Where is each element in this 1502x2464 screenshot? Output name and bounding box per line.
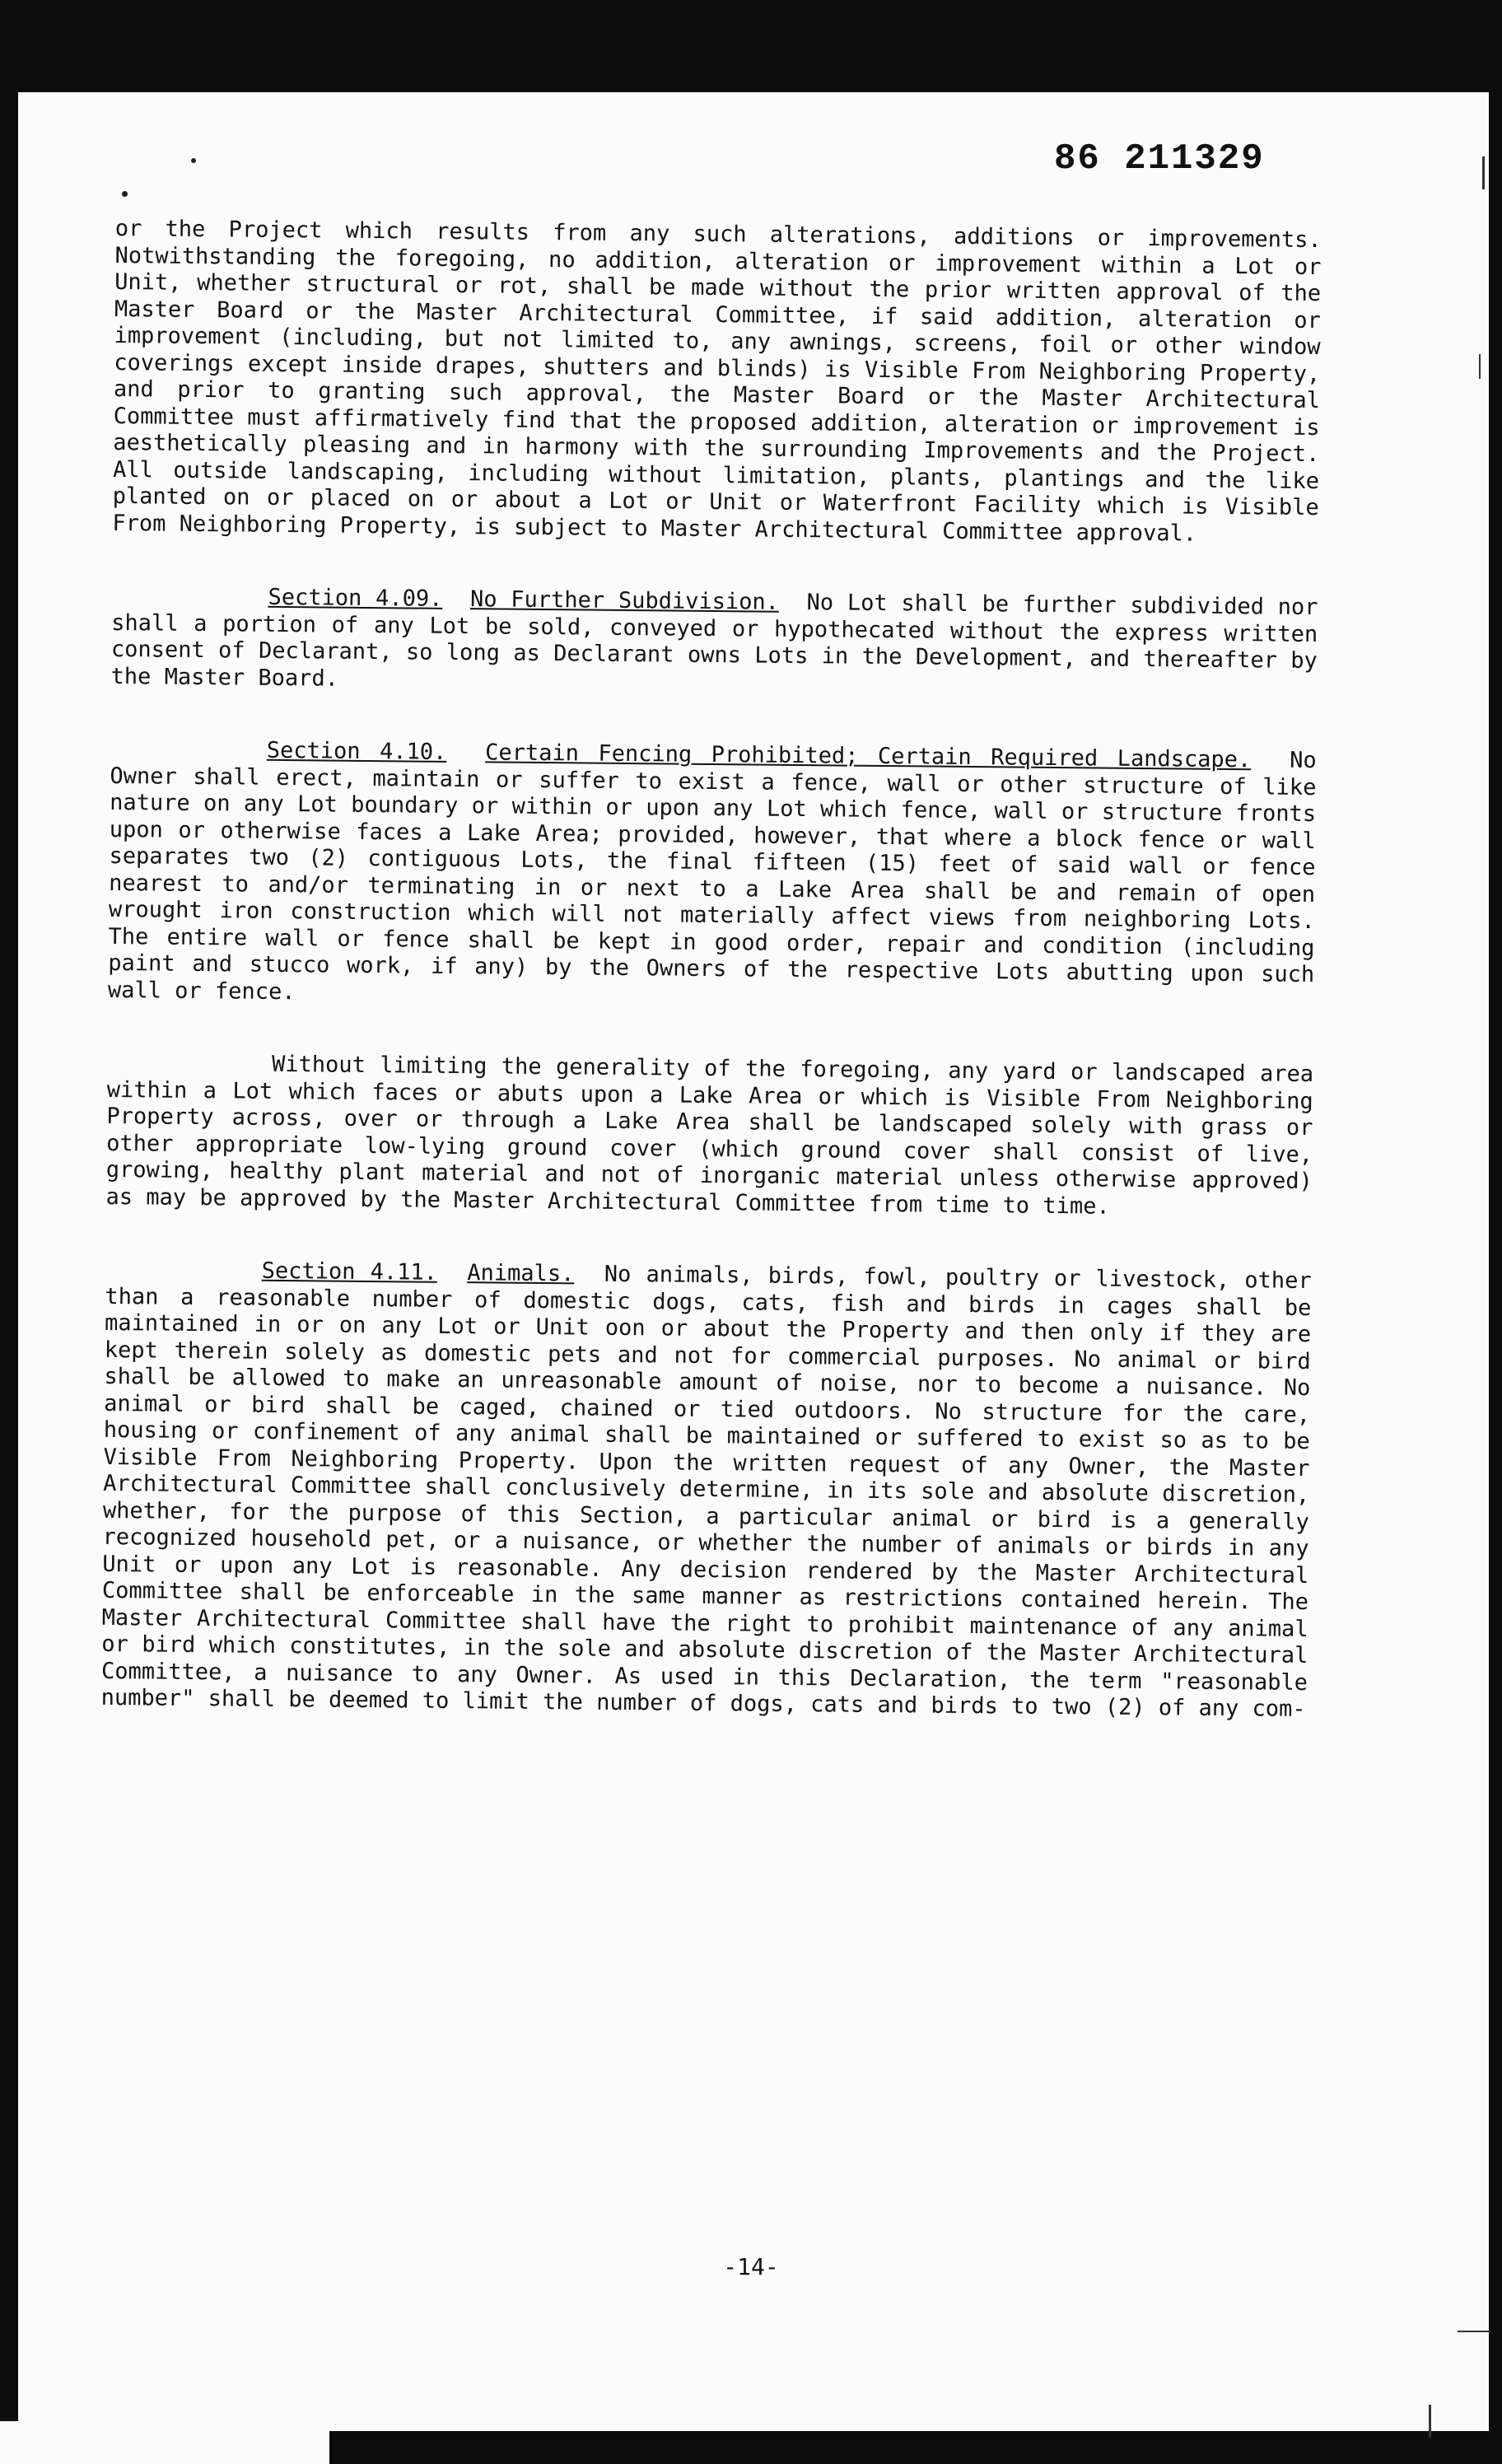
section-title: Certain Fencing Prohibited; Certain Required Landscape. [485, 740, 1252, 773]
section-4-11 [101, 1257, 1312, 1724]
scan-edge-mark [1458, 2331, 1490, 2332]
section-4-10 [108, 736, 1317, 1015]
section-heading: Section 4.09. [268, 584, 443, 612]
scan-edge-mark [1479, 354, 1481, 379]
section-body: No Owner shall erect, maintain or suffer to exist a fence, wall or other structure of like nature on any Lot boundary or within or upon any Lot which fence, wall or structure fronts upon or otherwise faces a Lake Area; provided, however, that where a block fence or wall separates two (2) contiguous Lots, the final fifteen (15) feet of said wall or fence nearest to and/or terminating in or next to a Lake Area shall be and remain of open wrought iron construction which will not materially affect views from neighboring Lots. The entire wall or fence shall be kept in good order, repair and condition (including paint and stucco work, if any) by the Owners of the respective Lots abutting upon such wall or fence. [107, 747, 1317, 1005]
paragraph-landscaping: Without limiting the generality of the foregoing, any yard or landscaped area within a Lot which faces or abuts upon a Lake Area or which is Visible From Neighboring Property across, over or through a Lake Area shall be landscaped solely with grass or other appropriate low-lying ground cover (which ground cover shall consist of live, growing, healthy plant material and not of inorganic material unless otherwise approved) as may be approved by the Master Architectural Committee from time to time. [105, 1051, 1314, 1220]
section-body: No animals, birds, fowl, poultry or livestock, other than a reasonable number of domestic dogs, cats, fish and birds in cages shall be maintained in or on any Lot or Unit oon or about the Property and then only if they are kept therein solely as domestic pets and not for commercial purposes. No animal or bird shall be allowed to make an unreasonable amount of noise, nor to become a nuisance. No animal or bird shall be caged, chained or tied outdoors. No structure for the care, housing or confinement of any animal shall be maintained or suffered to exist so as to be Visible From Neighboring Property. Upon the written request of any Owner, the Master Architectural Committee shall conclusively determine, in its sole and absolute discretion, whether, for the purpose of this Section, a particular animal or bird is a generally recognized household pet, or a nuisance, or whether the number of animals or birds in any Unit or upon any Lot is reasonable. Any decision rendered by the Master Architectural Committee shall be enforceable in the same manner as restrictions contained herein. The Master Architectural Committee shall have the right to prohibit maintenance of any animal or bird which constitutes, in the sole and absolute discretion of the Master Architectural Committee, a nuisance to any Owner. As used in this Declaration, the term "reasonable number" shall be deemed to limit the number of dogs, cats and birds to two (2) of any com- [100, 1261, 1312, 1722]
section-4-09 [110, 583, 1318, 702]
section-body: No Lot shall be further subdivided nor shall a portion of any Lot be sold, conveyed or hypothecated without the express written consent of Declarant, so long as Declarant owns Lots in the Development, and thereafter by the Master Board. [110, 590, 1318, 692]
section-heading: Section 4.11. [261, 1258, 438, 1286]
section-title: No Further Subdivision. [469, 586, 780, 615]
scan-speck [122, 191, 128, 197]
document-number: 86 211329 [1054, 138, 1265, 180]
scan-speck [191, 158, 196, 163]
page-bottom-strip [0, 2421, 329, 2464]
section-heading: Section 4.10. [266, 737, 447, 765]
scan-edge-mark [1482, 156, 1485, 189]
page-number: -14- [723, 2253, 779, 2280]
section-title: Animals. [467, 1260, 575, 1287]
paragraph-alterations: or the Project which results from any such alterations, additions or improvements. Notwithstanding the foregoing, no addition, alteration or improvement within a Lot or Unit, whether structural or rot, shall be made without the prior written approval of the Master Board or the Master Architectural Committee, if said addition, alteration or improvement (including, but not limited to, any awnings, screens, foil or other window coverings except inside drapes, shutters and blinds) is Visible From Neighboring Property, and prior to granting such approval, the Master Board or the Master Architectural Committee must affirmatively find that the proposed addition, alteration or improvement is aesthetically pleasing and in harmony with the surrounding Improvements and the Project. All outside landscaping, including without limitation, plants, plantings and the like planted on or placed on or about a Lot or Unit or Waterfront Facility which is Visible From Neighboring Property, is subject to Master Architectural Committee approval. [112, 216, 1322, 547]
document-body [101, 216, 1322, 1723]
scan-edge-mark [1429, 2405, 1431, 2438]
